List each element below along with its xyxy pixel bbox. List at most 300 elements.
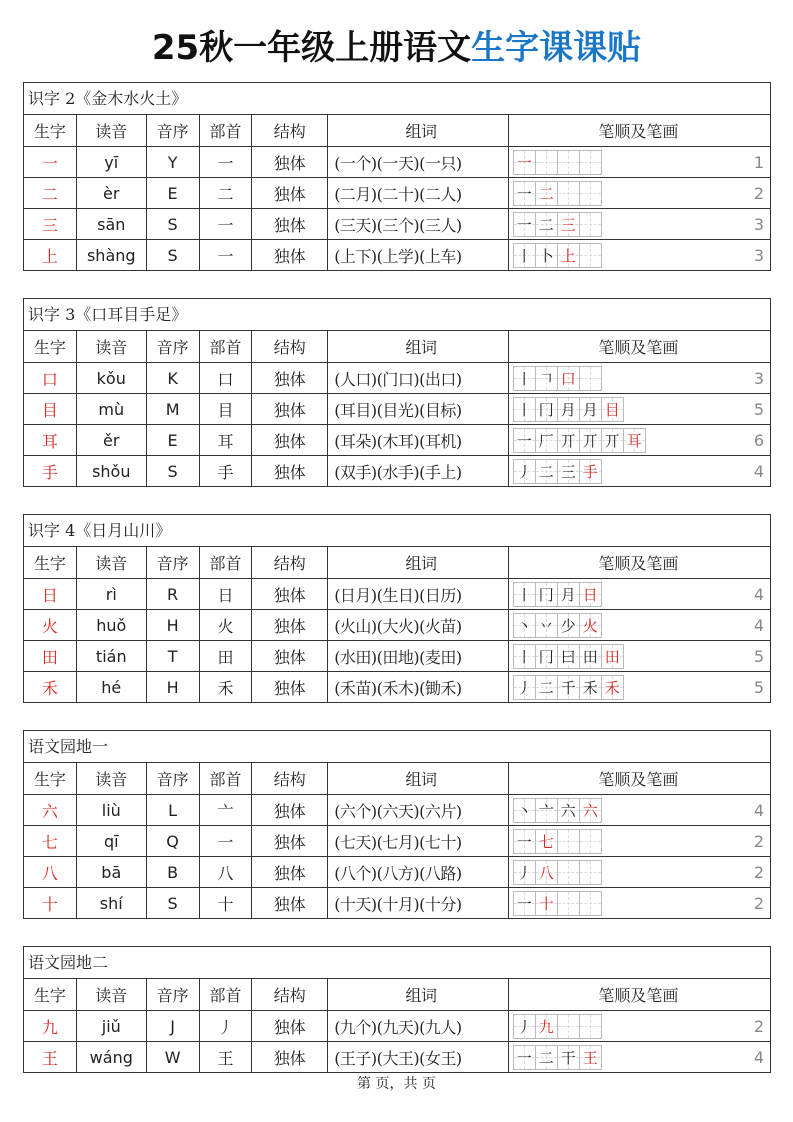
stroke-count: 2 — [753, 1016, 765, 1036]
phonetic-order-cell: S — [146, 240, 199, 270]
column-header-strokes: 笔顺及笔画 — [508, 331, 770, 362]
stroke-square — [579, 675, 602, 700]
stroke-square — [557, 366, 580, 391]
structure-cell: 独体 — [251, 1042, 327, 1072]
stroke-square — [579, 860, 602, 885]
word-groups-cell: (水田)(田地)(麦田) — [327, 641, 508, 671]
structure-cell: 独体 — [251, 456, 327, 486]
stroke-count: 2 — [753, 893, 765, 913]
stroke-square — [535, 798, 558, 823]
phonetic-order-cell: Q — [146, 826, 199, 856]
radical-cell: 耳 — [199, 425, 252, 455]
stroke-square — [579, 366, 602, 391]
table-row — [24, 1010, 770, 1041]
stroke-step: 丨 — [516, 585, 532, 604]
table-row — [24, 794, 770, 825]
stroke-step: 王 — [582, 1048, 598, 1067]
structure-cell: 独体 — [251, 209, 327, 239]
stroke-square — [579, 891, 602, 916]
character-cell: 王 — [41, 1048, 58, 1068]
lesson-section — [23, 514, 771, 703]
character-cell: 九 — [41, 1017, 58, 1037]
stroke-count: 4 — [753, 1047, 765, 1067]
word-groups-cell: (二月)(二十)(二人) — [327, 178, 508, 208]
column-header-order: 音序 — [146, 115, 199, 146]
table-row — [24, 578, 770, 609]
pinyin-cell: huǒ — [76, 610, 146, 640]
stroke-step: 丨 — [516, 647, 532, 666]
stroke-square — [513, 366, 536, 391]
stroke-step: 耳 — [626, 431, 642, 450]
stroke-step: 日 — [582, 585, 598, 604]
stroke-square — [535, 675, 558, 700]
stroke-grid — [513, 243, 602, 268]
stroke-square — [535, 459, 558, 484]
stroke-step: 一 — [516, 832, 532, 851]
pinyin-cell: shàng — [76, 240, 146, 270]
stroke-step: 禾 — [582, 678, 598, 697]
stroke-square — [579, 1014, 602, 1039]
column-header-radical: 部首 — [199, 547, 252, 578]
stroke-step: 千 — [560, 678, 576, 697]
structure-cell: 独体 — [251, 641, 327, 671]
stroke-count: 2 — [753, 862, 765, 882]
column-header-row — [24, 547, 770, 578]
character-cell: 禾 — [41, 678, 58, 698]
stroke-step: 曰 — [560, 647, 576, 666]
pinyin-cell: ěr — [76, 425, 146, 455]
stroke-step: 十 — [538, 894, 554, 913]
character-cell: 上 — [41, 246, 58, 266]
structure-cell: 独体 — [251, 147, 327, 177]
stroke-square — [557, 644, 580, 669]
radical-cell: 一 — [199, 826, 252, 856]
stroke-step: 冂 — [538, 400, 554, 419]
stroke-square — [557, 459, 580, 484]
stroke-square — [513, 829, 536, 854]
pinyin-cell: tián — [76, 641, 146, 671]
radical-cell: 一 — [199, 209, 252, 239]
column-header-row — [24, 331, 770, 362]
title-highlight: 生字课课贴 — [471, 28, 642, 68]
stroke-count: 4 — [753, 800, 765, 820]
stroke-square — [557, 829, 580, 854]
stroke-step: 六 — [582, 801, 598, 820]
stroke-order-cell — [508, 826, 770, 856]
stroke-order-cell — [508, 641, 770, 671]
radical-cell: 亠 — [199, 795, 252, 825]
word-groups-cell: (七天)(七月)(七十) — [327, 826, 508, 856]
table-row — [24, 146, 770, 177]
phonetic-order-cell: K — [146, 363, 199, 393]
stroke-count: 1 — [753, 152, 765, 172]
column-header-order: 音序 — [146, 331, 199, 362]
stroke-step: 三 — [560, 215, 576, 234]
phonetic-order-cell: H — [146, 672, 199, 702]
structure-cell: 独体 — [251, 394, 327, 424]
stroke-step: 丷 — [538, 616, 554, 635]
stroke-square — [513, 613, 536, 638]
stroke-order-cell — [508, 1042, 770, 1072]
phonetic-order-cell: E — [146, 425, 199, 455]
stroke-square — [579, 397, 602, 422]
column-header-char: 生字 — [33, 122, 66, 141]
stroke-step: 一 — [516, 184, 532, 203]
lesson-section — [23, 82, 771, 271]
stroke-square — [579, 212, 602, 237]
stroke-step: 一 — [516, 215, 532, 234]
stroke-square — [579, 798, 602, 823]
character-cell: 口 — [41, 369, 58, 389]
character-cell: 二 — [41, 184, 58, 204]
column-header-row — [24, 763, 770, 794]
stroke-step: 卜 — [538, 246, 554, 265]
stroke-square — [557, 397, 580, 422]
radical-cell: 一 — [199, 147, 252, 177]
stroke-square — [513, 181, 536, 206]
table-row — [24, 455, 770, 486]
stroke-step: 丿 — [516, 462, 532, 481]
stroke-square — [557, 1045, 580, 1070]
radical-cell: 一 — [199, 240, 252, 270]
word-groups-cell: (禾苗)(禾木)(锄禾) — [327, 672, 508, 702]
stroke-count: 2 — [753, 831, 765, 851]
stroke-square — [535, 181, 558, 206]
character-cell: 日 — [41, 585, 58, 605]
stroke-step: 冂 — [538, 647, 554, 666]
stroke-step: 二 — [538, 184, 554, 203]
page-title — [0, 22, 793, 74]
stroke-order-cell — [508, 363, 770, 393]
stroke-count: 3 — [753, 245, 765, 265]
stroke-step: 手 — [582, 462, 598, 481]
table-row — [24, 856, 770, 887]
phonetic-order-cell: S — [146, 888, 199, 918]
stroke-count: 6 — [753, 430, 765, 450]
stroke-square — [557, 613, 580, 638]
pinyin-cell: liù — [76, 795, 146, 825]
radical-cell: 目 — [199, 394, 252, 424]
stroke-square — [579, 243, 602, 268]
column-header-words: 组词 — [327, 331, 508, 362]
stroke-step: 干 — [560, 1048, 576, 1067]
word-groups-cell: (一个)(一天)(一只) — [327, 147, 508, 177]
table-row — [24, 424, 770, 455]
stroke-square — [557, 860, 580, 885]
stroke-square — [557, 582, 580, 607]
stroke-square — [513, 1014, 536, 1039]
structure-cell: 独体 — [251, 425, 327, 455]
stroke-grid — [513, 582, 602, 607]
stroke-square — [535, 243, 558, 268]
column-header-char: 生字 — [33, 986, 66, 1005]
table-row — [24, 825, 770, 856]
phonetic-order-cell: M — [146, 394, 199, 424]
structure-cell: 独体 — [251, 826, 327, 856]
stroke-square — [535, 860, 558, 885]
stroke-square — [535, 613, 558, 638]
stroke-step: 丌 — [582, 431, 598, 450]
radical-cell: 手 — [199, 456, 252, 486]
stroke-count: 4 — [753, 584, 765, 604]
column-header-order: 音序 — [146, 763, 199, 794]
stroke-grid — [513, 150, 602, 175]
stroke-square — [579, 613, 602, 638]
stroke-square — [579, 582, 602, 607]
stroke-grid — [513, 613, 602, 638]
character-cell: 田 — [41, 647, 58, 667]
structure-cell: 独体 — [251, 888, 327, 918]
phonetic-order-cell: S — [146, 456, 199, 486]
pinyin-cell: jiǔ — [76, 1011, 146, 1041]
column-header-pinyin: 读音 — [76, 979, 146, 1010]
stroke-order-cell — [508, 672, 770, 702]
table-row — [24, 1041, 770, 1072]
character-cell: 手 — [41, 462, 58, 482]
stroke-grid — [513, 1045, 602, 1070]
stroke-order-cell — [508, 456, 770, 486]
stroke-square — [579, 644, 602, 669]
radical-cell: 火 — [199, 610, 252, 640]
stroke-square — [579, 1045, 602, 1070]
radical-cell: 丿 — [199, 1011, 252, 1041]
word-groups-cell: (六个)(六天)(六片) — [327, 795, 508, 825]
stroke-square — [513, 798, 536, 823]
page-footer: 第 页，共 页 — [357, 1076, 436, 1092]
stroke-step: 丌 — [560, 431, 576, 450]
stroke-grid — [513, 798, 602, 823]
stroke-grid — [513, 644, 624, 669]
table-row — [24, 887, 770, 918]
stroke-square — [557, 243, 580, 268]
structure-cell: 独体 — [251, 795, 327, 825]
column-header-radical: 部首 — [199, 979, 252, 1010]
column-header-structure: 结构 — [251, 115, 327, 146]
column-header-radical: 部首 — [199, 331, 252, 362]
stroke-grid — [513, 212, 602, 237]
structure-cell: 独体 — [251, 579, 327, 609]
phonetic-order-cell: J — [146, 1011, 199, 1041]
pinyin-cell: sān — [76, 209, 146, 239]
stroke-step: 𠃍 — [538, 369, 554, 388]
stroke-square — [557, 212, 580, 237]
column-header-pinyin: 读音 — [76, 547, 146, 578]
stroke-step: 二 — [538, 1048, 554, 1067]
column-header-structure: 结构 — [251, 547, 327, 578]
stroke-square — [513, 1045, 536, 1070]
stroke-square — [513, 397, 536, 422]
pinyin-cell: shí — [76, 888, 146, 918]
column-header-radical: 部首 — [199, 115, 252, 146]
stroke-order-cell — [508, 240, 770, 270]
stroke-square — [513, 860, 536, 885]
radical-cell: 口 — [199, 363, 252, 393]
stroke-step: 冂 — [538, 585, 554, 604]
radical-cell: 二 — [199, 178, 252, 208]
stroke-square — [557, 150, 580, 175]
radical-cell: 禾 — [199, 672, 252, 702]
stroke-count: 5 — [753, 677, 765, 697]
lesson-section — [23, 298, 771, 487]
stroke-square — [513, 644, 536, 669]
stroke-grid — [513, 860, 602, 885]
character-cell: 耳 — [41, 431, 58, 451]
word-groups-cell: (人口)(门口)(出口) — [327, 363, 508, 393]
word-groups-cell: (耳朵)(木耳)(耳机) — [327, 425, 508, 455]
character-cell: 三 — [41, 215, 58, 235]
radical-cell: 十 — [199, 888, 252, 918]
section-title: 识字 2《金木水火土》 — [24, 83, 770, 115]
phonetic-order-cell: L — [146, 795, 199, 825]
stroke-square — [513, 675, 536, 700]
column-header-order: 音序 — [146, 547, 199, 578]
stroke-square — [513, 459, 536, 484]
pinyin-cell: yī — [76, 147, 146, 177]
structure-cell: 独体 — [251, 240, 327, 270]
stroke-step: 月 — [560, 585, 576, 604]
stroke-square — [513, 150, 536, 175]
column-header-strokes: 笔顺及笔画 — [508, 763, 770, 794]
section-title: 识字 3《口耳目手足》 — [24, 299, 770, 331]
stroke-step: 禾 — [604, 678, 620, 697]
stroke-step: 丿 — [516, 1017, 532, 1036]
word-groups-cell: (王子)(大王)(女王) — [327, 1042, 508, 1072]
stroke-step: 六 — [560, 801, 576, 820]
table-row — [24, 362, 770, 393]
stroke-grid — [513, 181, 602, 206]
stroke-count: 4 — [753, 615, 765, 635]
stroke-square — [557, 1014, 580, 1039]
stroke-step: 丨 — [516, 400, 532, 419]
column-header-words: 组词 — [327, 115, 508, 146]
pinyin-cell: hé — [76, 672, 146, 702]
stroke-square — [557, 181, 580, 206]
structure-cell: 独体 — [251, 857, 327, 887]
column-header-strokes: 笔顺及笔画 — [508, 979, 770, 1010]
stroke-square — [535, 891, 558, 916]
stroke-step: 丨 — [516, 369, 532, 388]
stroke-step: 三 — [560, 462, 576, 481]
stroke-square — [535, 428, 558, 453]
column-header-words: 组词 — [327, 763, 508, 794]
word-groups-cell: (上下)(上学)(上车) — [327, 240, 508, 270]
table-row — [24, 208, 770, 239]
table-row — [24, 239, 770, 270]
column-header-order: 音序 — [146, 979, 199, 1010]
stroke-count: 3 — [753, 368, 765, 388]
stroke-square — [579, 150, 602, 175]
phonetic-order-cell: B — [146, 857, 199, 887]
stroke-square — [535, 366, 558, 391]
column-header-words: 组词 — [327, 547, 508, 578]
word-groups-cell: (十天)(十月)(十分) — [327, 888, 508, 918]
phonetic-order-cell: E — [146, 178, 199, 208]
stroke-square — [579, 181, 602, 206]
stroke-square — [579, 428, 602, 453]
phonetic-order-cell: W — [146, 1042, 199, 1072]
character-cell: 十 — [41, 894, 58, 914]
phonetic-order-cell: T — [146, 641, 199, 671]
stroke-square — [623, 428, 646, 453]
stroke-square — [535, 644, 558, 669]
stroke-step: 八 — [538, 863, 554, 882]
stroke-step: 月 — [560, 400, 576, 419]
pinyin-cell: kǒu — [76, 363, 146, 393]
stroke-square — [535, 1014, 558, 1039]
word-groups-cell: (三天)(三个)(三人) — [327, 209, 508, 239]
radical-cell: 八 — [199, 857, 252, 887]
stroke-step: 一 — [516, 1048, 532, 1067]
stroke-square — [579, 829, 602, 854]
pinyin-cell: shǒu — [76, 456, 146, 486]
stroke-step: 二 — [538, 678, 554, 697]
stroke-step: 二 — [538, 215, 554, 234]
radical-cell: 王 — [199, 1042, 252, 1072]
stroke-grid — [513, 428, 646, 453]
phonetic-order-cell: Y — [146, 147, 199, 177]
stroke-square — [513, 212, 536, 237]
stroke-grid — [513, 366, 602, 391]
stroke-square — [557, 428, 580, 453]
radical-cell: 日 — [199, 579, 252, 609]
stroke-order-cell — [508, 888, 770, 918]
structure-cell: 独体 — [251, 610, 327, 640]
stroke-count: 5 — [753, 646, 765, 666]
stroke-order-cell — [508, 394, 770, 424]
stroke-count: 2 — [753, 183, 765, 203]
radical-cell: 田 — [199, 641, 252, 671]
stroke-square — [535, 582, 558, 607]
stroke-square — [557, 891, 580, 916]
stroke-square — [579, 459, 602, 484]
stroke-grid — [513, 675, 624, 700]
stroke-square — [601, 397, 624, 422]
column-header-strokes: 笔顺及笔画 — [508, 115, 770, 146]
stroke-step: 上 — [560, 246, 576, 265]
stroke-square — [535, 829, 558, 854]
title-main: 25秋一年级上册语文 — [151, 28, 472, 68]
phonetic-order-cell: H — [146, 610, 199, 640]
stroke-step: 丌 — [604, 431, 620, 450]
stroke-order-cell — [508, 209, 770, 239]
column-header-radical: 部首 — [199, 763, 252, 794]
stroke-grid — [513, 891, 602, 916]
column-header-structure: 结构 — [251, 331, 327, 362]
stroke-step: 田 — [582, 647, 598, 666]
character-cell: 火 — [41, 616, 58, 636]
pinyin-cell: wáng — [76, 1042, 146, 1072]
pinyin-cell: bā — [76, 857, 146, 887]
stroke-order-cell — [508, 857, 770, 887]
column-header-words: 组词 — [327, 979, 508, 1010]
table-row — [24, 393, 770, 424]
stroke-step: 火 — [582, 616, 598, 635]
stroke-step: 丶 — [516, 616, 532, 635]
structure-cell: 独体 — [251, 363, 327, 393]
word-groups-cell: (九个)(九天)(九人) — [327, 1011, 508, 1041]
word-groups-cell: (火山)(大火)(火苗) — [327, 610, 508, 640]
stroke-grid — [513, 397, 624, 422]
stroke-count: 4 — [753, 461, 765, 481]
stroke-order-cell — [508, 425, 770, 455]
stroke-square — [513, 582, 536, 607]
pinyin-cell: èr — [76, 178, 146, 208]
stroke-square — [535, 212, 558, 237]
lesson-section — [23, 730, 771, 919]
pinyin-cell: qī — [76, 826, 146, 856]
stroke-step: 目 — [604, 400, 620, 419]
stroke-square — [601, 428, 624, 453]
